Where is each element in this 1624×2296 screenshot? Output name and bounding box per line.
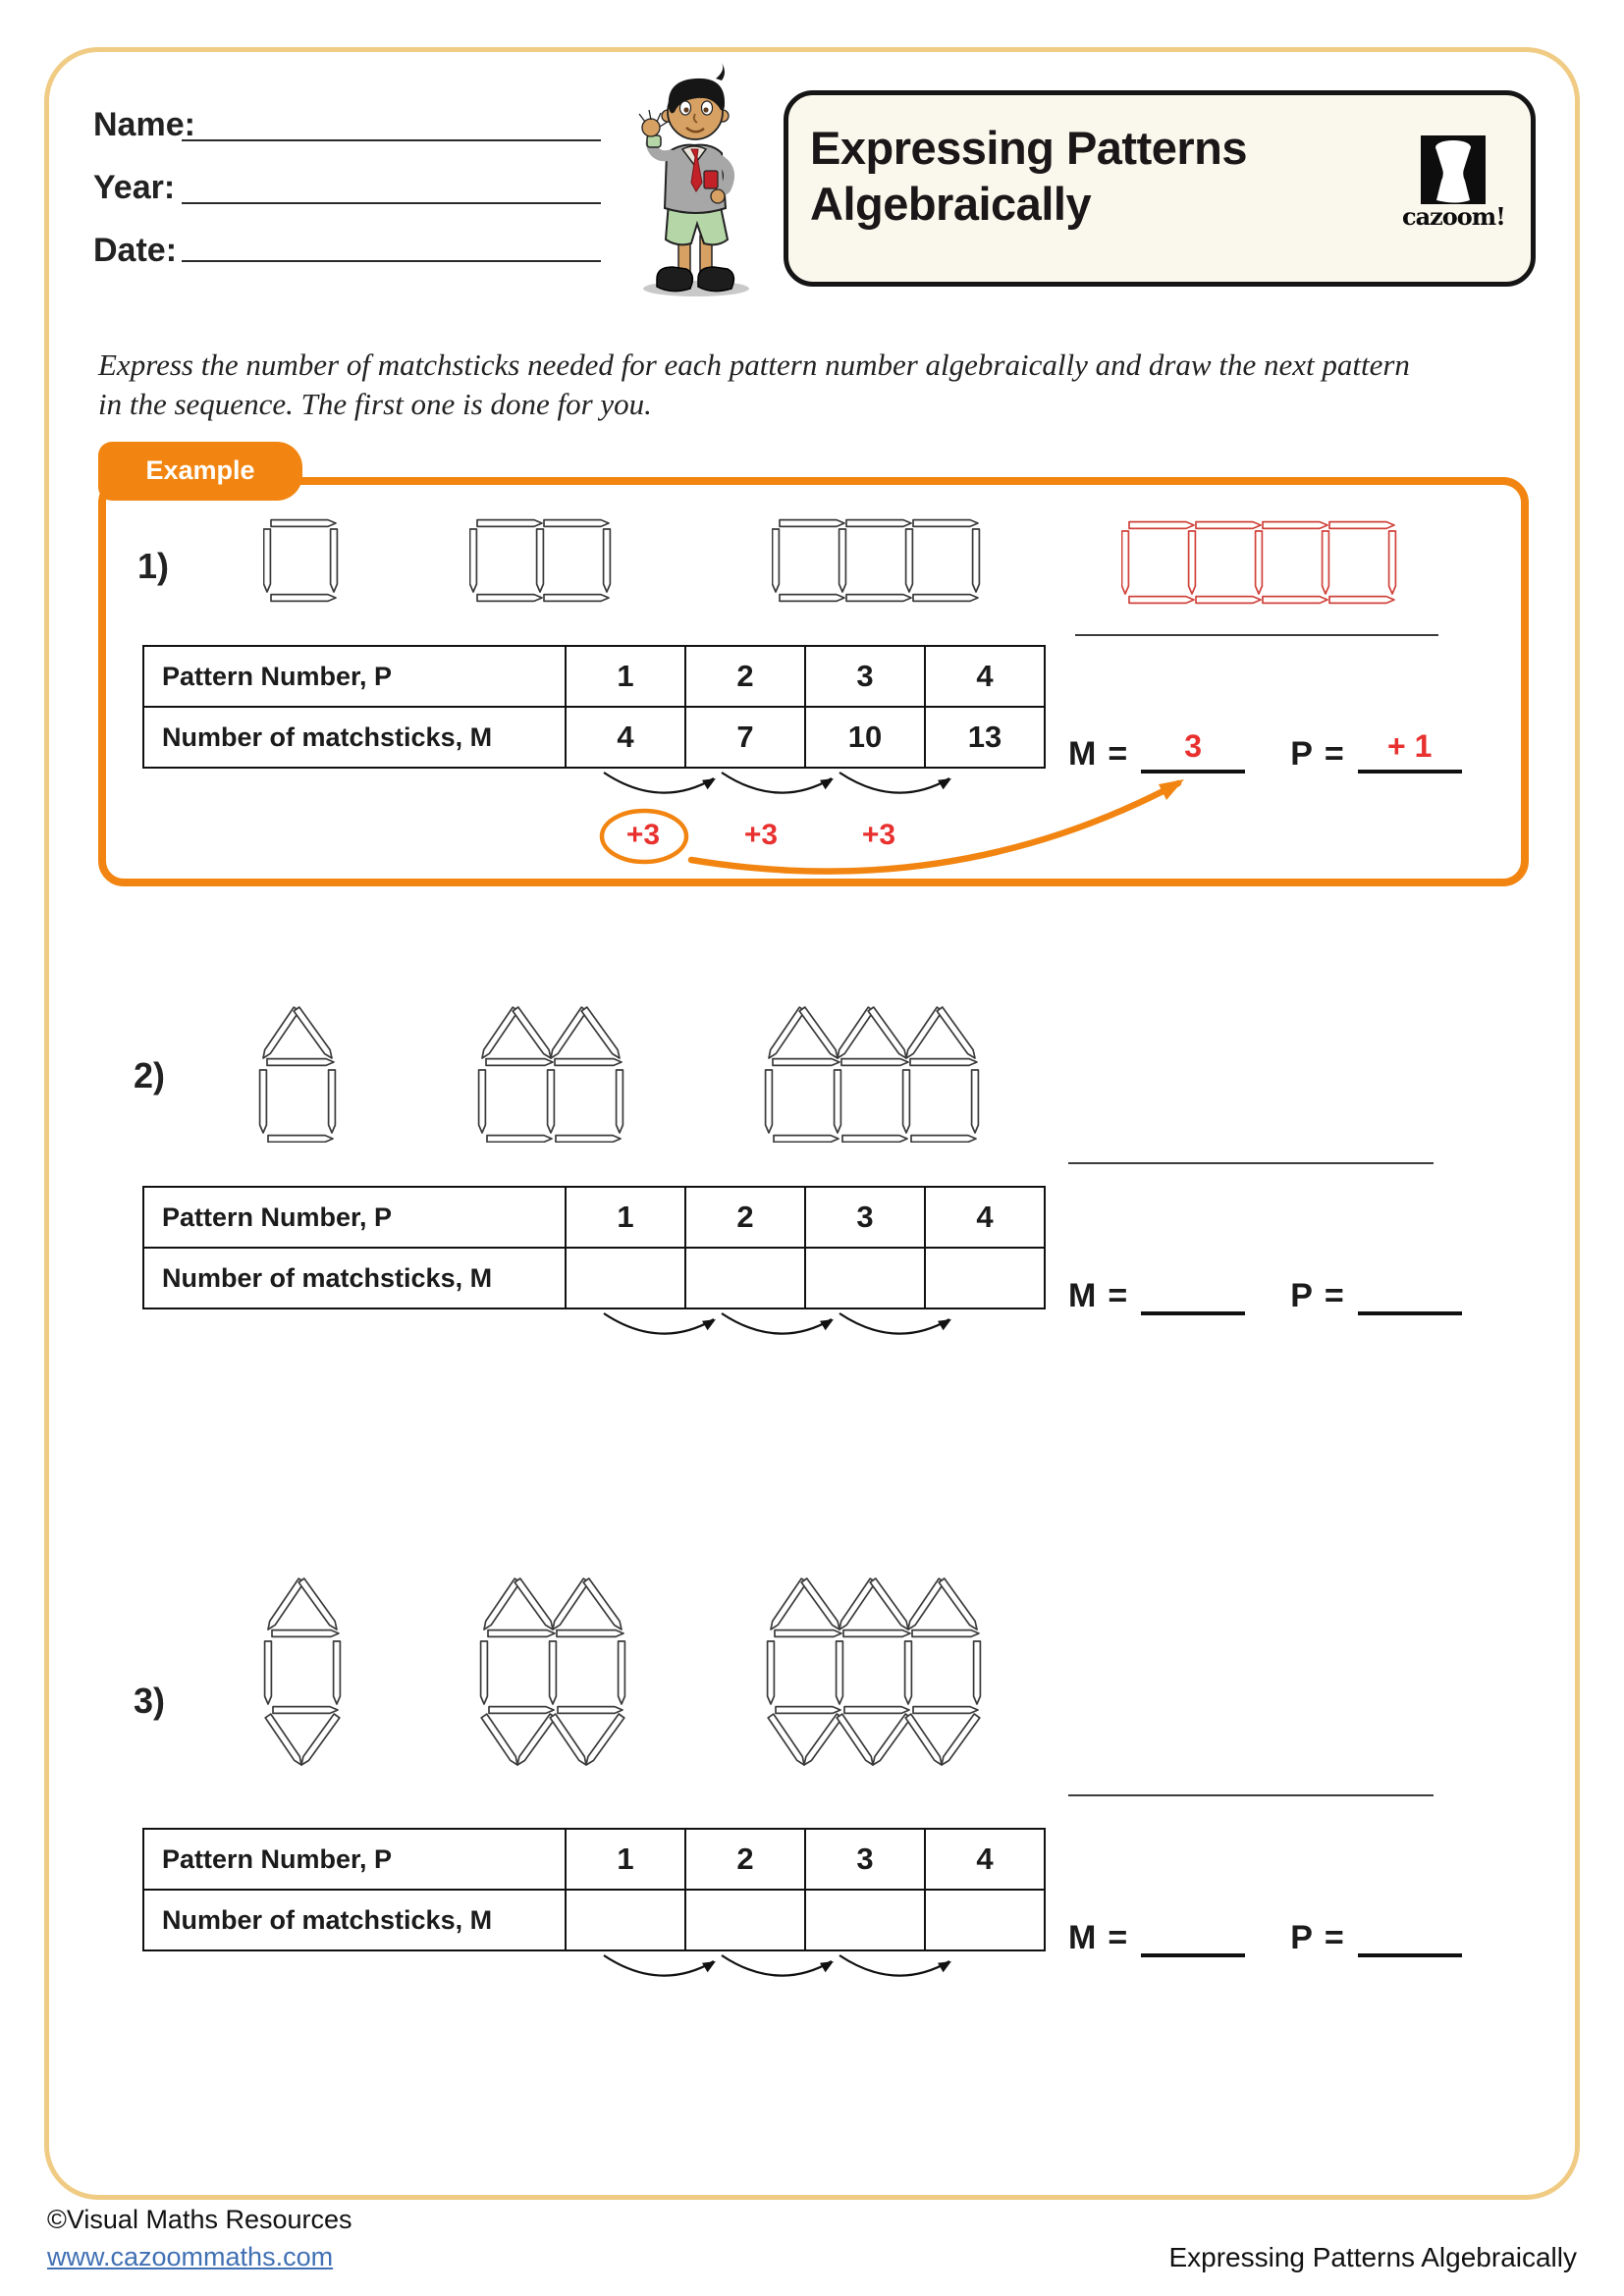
- footer-worksheet-title: Expressing Patterns Algebraically: [1168, 2242, 1577, 2272]
- pattern-table-2: [142, 1186, 1046, 1309]
- equals-sign: =: [1108, 1919, 1128, 1956]
- instructions-text: Express the number of matchsticks needed for each pattern number algebraically and draw the next pattern in the sequence. The first one is done for you.: [98, 347, 1410, 421]
- matchstick-pattern-3-2: [479, 1575, 628, 1776]
- draw-next-pattern-line-3[interactable]: [1068, 1794, 1434, 1796]
- matchsticks-cell-empty[interactable]: [805, 1890, 925, 1950]
- pattern-table-3: [142, 1828, 1046, 1951]
- p-label: P: [1290, 1277, 1313, 1314]
- pattern-number-cell: 3: [805, 1829, 925, 1890]
- p-label: P: [1290, 1919, 1313, 1956]
- pattern-number-cell: 1: [566, 1829, 685, 1890]
- answer-formula-1: [1068, 728, 1462, 774]
- m-label: M: [1068, 735, 1097, 773]
- year-input-line[interactable]: [182, 202, 601, 204]
- difference-label: +3: [625, 819, 661, 851]
- date-input-line[interactable]: [182, 260, 601, 262]
- matchsticks-cell-empty[interactable]: [566, 1248, 685, 1308]
- p-answer-blank[interactable]: [1358, 1270, 1462, 1315]
- m-label: M: [1068, 1919, 1097, 1956]
- row-label-pattern-number: Pattern Number, P: [143, 1829, 566, 1890]
- difference-arrows-2: [142, 1308, 1016, 1360]
- equals-sign: =: [1324, 1277, 1344, 1314]
- pattern-number-cell: 4: [925, 646, 1045, 707]
- cazoom-drum-icon: [1421, 135, 1486, 204]
- question-number-1: 1): [137, 546, 170, 586]
- pattern-number-cell: 2: [685, 1829, 805, 1890]
- matchstick-pattern-1-next-answer: [1121, 520, 1400, 610]
- matchstick-pattern-3-1: [263, 1575, 344, 1776]
- row-label-matchsticks: Number of matchsticks, M: [143, 1248, 566, 1308]
- matchstick-pattern-1-3: [772, 518, 984, 608]
- matchsticks-cell: 4: [566, 707, 685, 768]
- matchsticks-cell-empty[interactable]: [805, 1248, 925, 1308]
- name-label: Name:: [93, 106, 195, 143]
- m-answer-blank[interactable]: [1141, 1270, 1245, 1315]
- pattern-number-cell: 4: [925, 1829, 1045, 1890]
- matchsticks-cell-empty[interactable]: [925, 1890, 1045, 1950]
- cazoom-logo-text: cazoom!: [1402, 202, 1505, 231]
- question-number-3: 3): [134, 1681, 166, 1721]
- p-answer-blank[interactable]: [1358, 1912, 1462, 1957]
- matchstick-pattern-2-2: [477, 1003, 626, 1148]
- p-answer-blank[interactable]: + 1: [1358, 728, 1462, 774]
- row-label-pattern-number: Pattern Number, P: [143, 646, 566, 707]
- pattern-number-cell: 3: [805, 1187, 925, 1248]
- m-label: M: [1068, 1277, 1097, 1314]
- row-label-matchsticks: Number of matchsticks, M: [143, 707, 566, 768]
- matchsticks-cell-empty[interactable]: [925, 1248, 1045, 1308]
- matchsticks-cell: 10: [805, 707, 925, 768]
- shoe-right: [698, 267, 733, 292]
- answer-formula-3: [1068, 1912, 1462, 1957]
- website-link[interactable]: www.cazoommaths.com: [47, 2242, 334, 2271]
- matchsticks-cell-empty[interactable]: [685, 1890, 805, 1950]
- pattern-number-cell: 1: [566, 646, 685, 707]
- date-label: Date:: [93, 232, 178, 269]
- p-label: P: [1290, 735, 1313, 773]
- matchsticks-cell-empty[interactable]: [685, 1248, 805, 1308]
- page-title: Expressing Patterns Algebraically: [810, 122, 1248, 230]
- row-label-pattern-number: Pattern Number, P: [143, 1187, 566, 1248]
- pattern-number-cell: 2: [685, 646, 805, 707]
- matchsticks-cell-empty[interactable]: [566, 1890, 685, 1950]
- matchstick-pattern-1-2: [469, 518, 615, 608]
- row-label-matchsticks: Number of matchsticks, M: [143, 1890, 566, 1950]
- equals-sign: =: [1108, 735, 1128, 773]
- example-tab: Example: [98, 442, 302, 501]
- difference-label: +3: [861, 819, 896, 851]
- matchstick-pattern-3-3: [766, 1575, 984, 1776]
- shoe-left: [657, 267, 692, 292]
- difference-arrows-3: [142, 1949, 1016, 2002]
- student-illustration: [614, 57, 771, 305]
- copyright-text: ©Visual Maths Resources: [47, 2205, 352, 2234]
- matchstick-pattern-2-3: [764, 1003, 982, 1148]
- matchstick-pattern-2-1: [258, 1003, 339, 1148]
- name-input-line[interactable]: [182, 139, 601, 141]
- pattern-number-cell: 4: [925, 1187, 1045, 1248]
- pattern-number-cell: 1: [566, 1187, 685, 1248]
- pattern-number-cell: 3: [805, 646, 925, 707]
- question-number-2: 2): [134, 1055, 166, 1095]
- m-answer-blank[interactable]: [1141, 1912, 1245, 1957]
- difference-label: +3: [743, 819, 779, 851]
- draw-next-pattern-line-1[interactable]: [1075, 634, 1438, 636]
- matchsticks-cell: 13: [925, 707, 1045, 768]
- draw-next-pattern-line-2[interactable]: [1068, 1162, 1434, 1164]
- m-answer-blank[interactable]: 3: [1141, 728, 1245, 774]
- matchstick-pattern-1-1: [263, 518, 342, 608]
- pattern-number-cell: 2: [685, 1187, 805, 1248]
- equals-sign: =: [1324, 735, 1344, 773]
- equals-sign: =: [1108, 1277, 1128, 1314]
- equals-sign: =: [1324, 1919, 1344, 1956]
- year-label: Year:: [93, 169, 176, 206]
- answer-formula-2: [1068, 1270, 1462, 1315]
- matchsticks-cell: 7: [685, 707, 805, 768]
